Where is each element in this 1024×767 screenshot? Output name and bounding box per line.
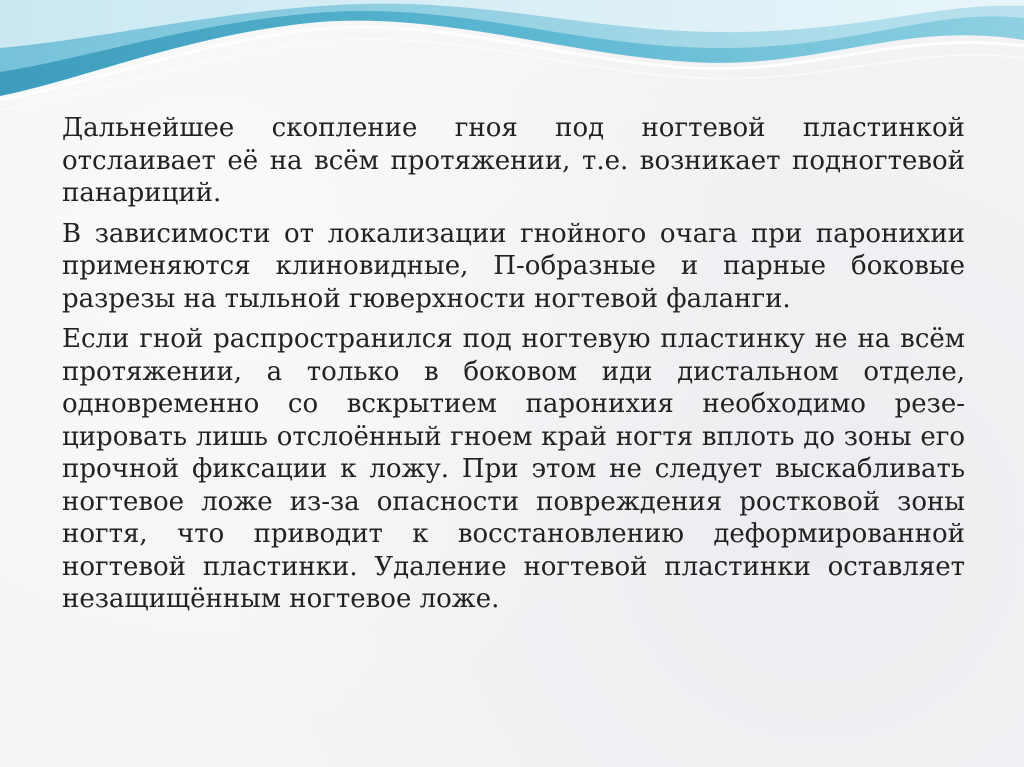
wave-header-decoration bbox=[0, 0, 1024, 130]
paragraph-3: Если гной распространился под ногтевую пластинку не на всём протяжении, а только в боковом иди дистальном отделе, одновременно со вскрытием паронихия необходимо резе-цировать лишь отслоённый гноем край ногтя вплоть до зоны его прочной фиксации к ложу. При этом не следует выскабливать ногтевое ложе из-за опасности повреждения ростковой зоны ногтя, что приводит к восстановлению деформированной ногтевой пластинки. Удаление ногтевой пластинки оставляет незащищённым ногтевое ложе. bbox=[62, 324, 965, 614]
paragraph-2: В зависимости от локализации гнойного очага при паронихии применяются клиновидные, П-образные и парные боковые разрезы на тыльной гюверхности ногтевой фаланги. bbox=[62, 218, 965, 314]
slide-body-text bbox=[62, 112, 965, 624]
paragraph-1: Дальнейшее скопление гноя под ногтевой пластинкой отслаивает её на всём протяжении, т.е. возникает подногтевой панариций. bbox=[62, 113, 965, 208]
